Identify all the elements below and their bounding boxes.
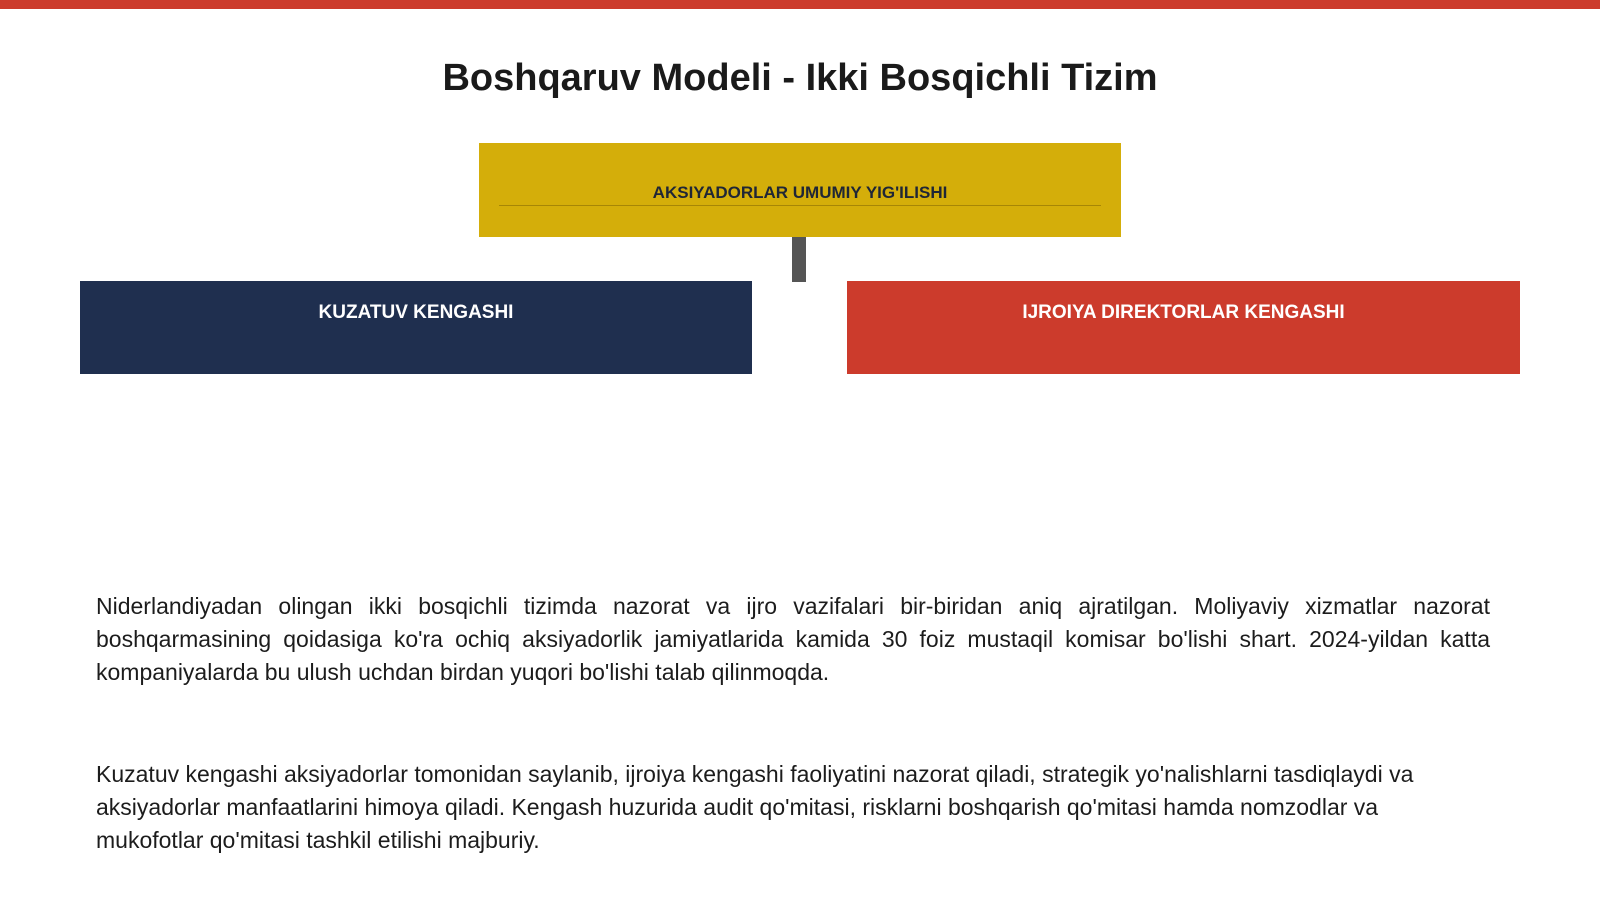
supervisory-board-node bbox=[80, 281, 752, 374]
top-accent-bar bbox=[0, 0, 1600, 9]
node-connector bbox=[792, 237, 806, 282]
supervisory-board-label: KUZATUV KENGASHI bbox=[318, 302, 514, 323]
paragraph-supervisory-board: Kuzatuv kengashi aksiyadorlar tomonidan saylanib, ijroiya kengashi faoliyatini nazorat qiladi, strategik yo'nalishlarni tasdiqlaydi va aksiyadorlar manfaatlarini himoya qiladi. Kengash huzurida audit qo'mitasi, risklarni boshqarish qo'mitasi hamda nomzodlar va mukofotlar qo'mitasi tashkil etilishi majburiy. bbox=[96, 761, 1414, 853]
page-title: Boshqaruv Modeli - Ikki Bosqichli Tizim bbox=[442, 57, 1158, 99]
shareholders-meeting-node bbox=[479, 143, 1121, 237]
node-divider-line bbox=[499, 205, 1101, 206]
shareholders-meeting-label: AKSIYADORLAR UMUMIY YIG'ILISHI bbox=[647, 183, 954, 203]
executive-board-label: IJROIYA DIREKTORLAR KENGASHI bbox=[1022, 302, 1345, 323]
paragraph-two-tier-system: Niderlandiyadan olingan ikki bosqichli tizimda nazorat va ijro vazifalari bir-biridan aniq ajratilgan. Moliyaviy xizmatlar nazorat boshqarmasining qoidasiga ko'ra ochiq aksiyadorlik jamiyatlarida kamida 30 foiz mustaqil komisar bo'lishi shart. 2024-yildan katta kompaniyalarda bu ulush uchdan birdan yuqori bo'lishi talab qilinmoqda. bbox=[96, 593, 1490, 685]
executive-board-node bbox=[847, 281, 1520, 374]
